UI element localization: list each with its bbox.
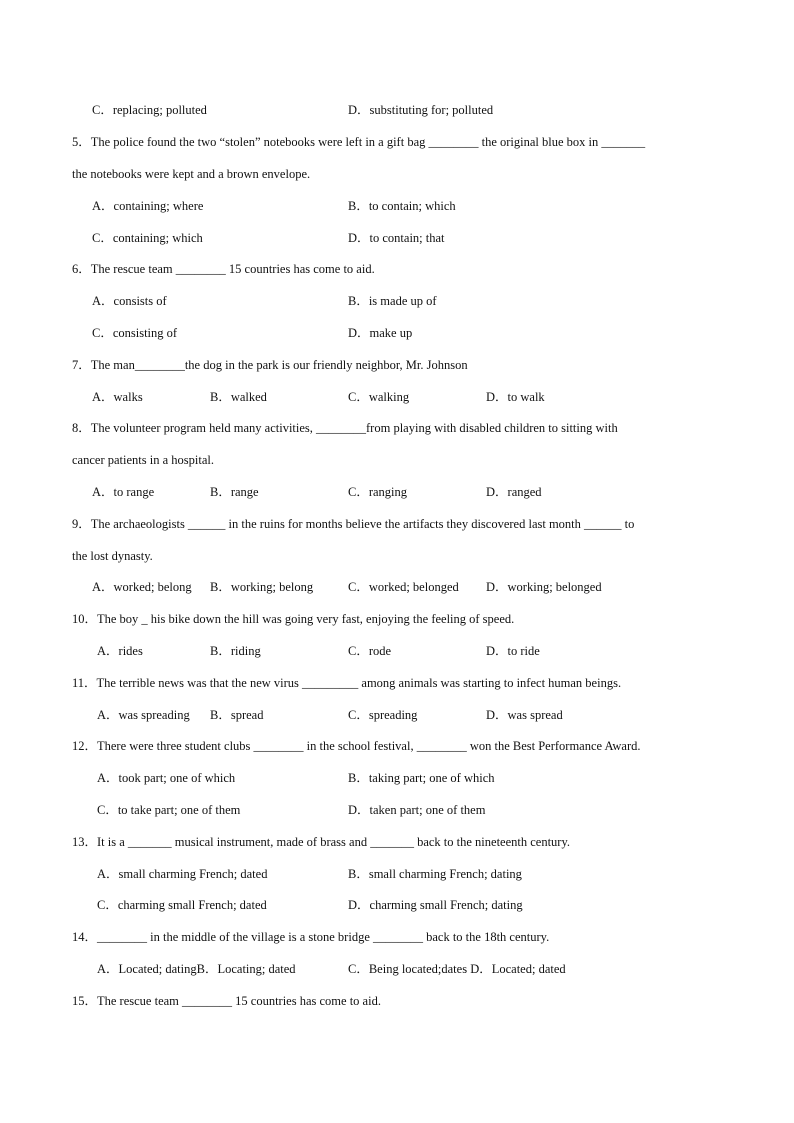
option-b: B．to contain; which <box>348 199 456 213</box>
question-9-stem: 9．The archaeologists ______ in the ruins for months believe the artifacts they discovered last month ______ to <box>72 517 635 531</box>
option-a: A．rides <box>97 644 143 658</box>
option-c-d: C．Being located;dates D．Located; dated <box>348 962 566 976</box>
option-d: D．to walk <box>486 390 545 404</box>
option-b: B．range <box>210 485 259 499</box>
question-7-stem: 7．The man________the dog in the park is our friendly neighbor, Mr. Johnson <box>72 358 468 372</box>
option-c: C．consisting of <box>92 326 178 340</box>
question-9-stem-cont: the lost dynasty. <box>72 549 153 563</box>
option-c: C．walking <box>348 390 410 404</box>
option-b: B．working; belong <box>210 580 314 594</box>
option-d: D．taken part; one of them <box>348 803 486 817</box>
question-13-stem: 13．It is a _______ musical instrument, made of brass and _______ back to the nineteenth century. <box>72 835 571 849</box>
question-5-stem-cont: the notebooks were kept and a brown envelope. <box>72 167 311 181</box>
option-c: C．to take part; one of them <box>97 803 241 817</box>
option-a-b: A．Located; datingB．Locating; dated <box>97 962 296 976</box>
question-10-stem: 10．The boy _ his bike down the hill was going very fast, enjoying the feeling of speed. <box>72 612 515 626</box>
option-d: D．working; belonged <box>486 580 602 594</box>
option-a: A．was spreading <box>97 708 190 722</box>
option-a: A．consists of <box>92 294 167 308</box>
option-d: D．make up <box>348 326 413 340</box>
option-b: B．spread <box>210 708 264 722</box>
option-b: B．is made up of <box>348 294 437 308</box>
option-d: D．ranged <box>486 485 542 499</box>
option-c: C．rode <box>348 644 392 658</box>
option-b: B．small charming French; dating <box>348 867 522 881</box>
question-14-stem: 14．________ in the middle of the village is a stone bridge ________ back to the 18th century. <box>72 930 550 944</box>
option-b: B．taking part; one of which <box>348 771 495 785</box>
question-11-stem: 11．The terrible news was that the new virus _________ among animals was starting to infect human beings. <box>72 676 622 690</box>
question-12-stem: 12．There were three student clubs ________ in the school festival, ________ won the Best Performance Award. <box>72 739 641 753</box>
option-d: D．charming small French; dating <box>348 898 523 912</box>
question-15-stem: 15．The rescue team ________ 15 countries has come to aid. <box>72 994 381 1008</box>
option-c: C．replacing; polluted <box>92 103 207 117</box>
option-a: A．small charming French; dated <box>97 867 268 881</box>
question-8-stem-cont: cancer patients in a hospital. <box>72 453 214 467</box>
option-d: D．to contain; that <box>348 231 445 245</box>
question-5-stem: 5．The police found the two “stolen” notebooks were left in a gift bag ________ the original blue box in _______ <box>72 135 646 149</box>
option-a: A．worked; belong <box>92 580 192 594</box>
option-b: B．riding <box>210 644 261 658</box>
question-6-stem: 6．The rescue team ________ 15 countries has come to aid. <box>72 262 375 276</box>
question-8-stem: 8．The volunteer program held many activities, ________from playing with disabled children to sitting with <box>72 421 618 435</box>
option-c: C．ranging <box>348 485 408 499</box>
option-c: C．containing; which <box>92 231 203 245</box>
option-c: C．worked; belonged <box>348 580 459 594</box>
option-d: D．substituting for; polluted <box>348 103 494 117</box>
option-d: D．to ride <box>486 644 540 658</box>
option-d: D．was spread <box>486 708 563 722</box>
option-a: A．containing; where <box>92 199 204 213</box>
option-c: C．charming small French; dated <box>97 898 267 912</box>
option-a: A．walks <box>92 390 143 404</box>
option-a: A．took part; one of which <box>97 771 236 785</box>
option-c: C．spreading <box>348 708 418 722</box>
option-b: B．walked <box>210 390 267 404</box>
option-a: A．to range <box>92 485 155 499</box>
